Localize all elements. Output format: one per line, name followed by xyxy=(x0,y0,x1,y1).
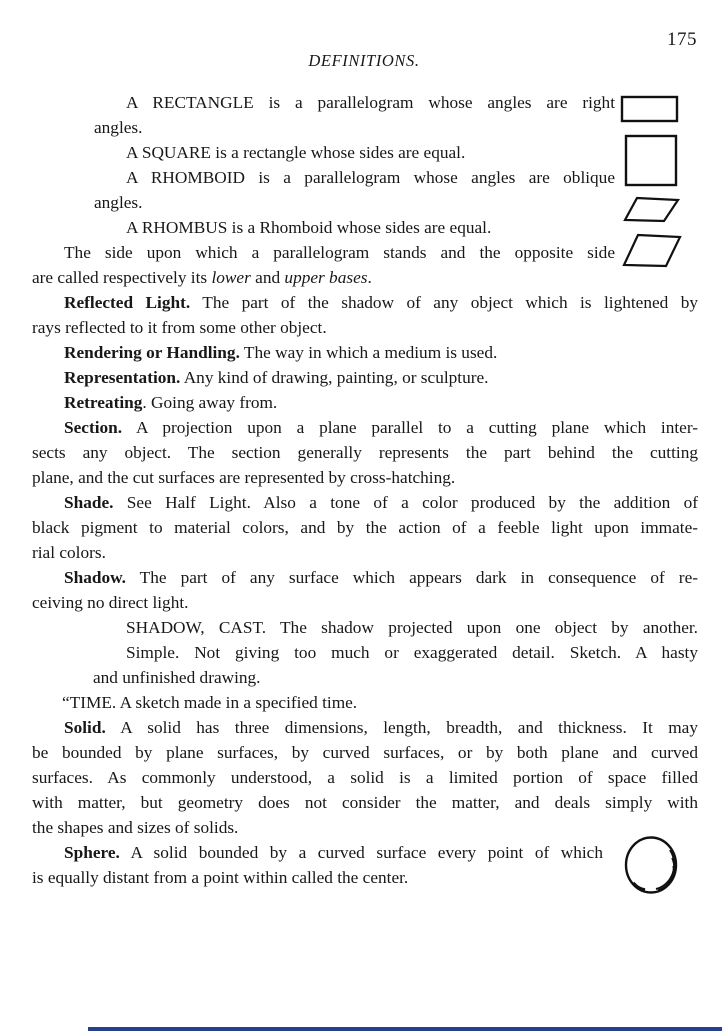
text-line: Simple. Not giving too much or exaggerated detail. Sketch. A hasty xyxy=(126,643,698,662)
text-line: Representation. Any kind of drawing, painting, or sculpture. xyxy=(64,368,489,387)
text-line: Reflected Light. The part of the shadow of any object which is lightened by xyxy=(64,293,698,312)
text-line: Shade. See Half Light. Also a tone of a color produced by the addition of xyxy=(64,493,698,512)
text-line: Shadow. The part of any surface which appears dark in consequence of re- xyxy=(64,568,698,587)
text-line: are called respectively its lower and upper bases. xyxy=(32,268,372,287)
text-line: A RECTANGLE is a parallelogram whose angles are right xyxy=(126,93,615,112)
figure-rectangle xyxy=(622,97,677,121)
running-head: DEFINITIONS. xyxy=(308,51,420,70)
text-line: black pigment to material colors, and by the action of a feeble light upon immate- xyxy=(32,518,698,537)
sphere-shading-arc xyxy=(656,850,674,889)
text-line: SHADOW, CAST. The shadow projected upon one object by another. xyxy=(126,618,698,637)
definition-term: Retreating xyxy=(64,393,143,412)
text-line: A SQUARE is a rectangle whose sides are equal. xyxy=(126,143,466,162)
text-line: angles. xyxy=(94,118,143,137)
text-line: and unfinished drawing. xyxy=(93,668,261,687)
text-line: surfaces. As commonly understood, a solid is a limited portion of space filled xyxy=(32,768,698,787)
text-line: ceiving no direct light. xyxy=(32,593,189,612)
text-line: angles. xyxy=(94,193,143,212)
text-line: Rendering or Handling. The way in which a medium is used. xyxy=(64,343,498,362)
definition-term: Section. xyxy=(64,418,123,437)
text-block xyxy=(32,90,698,890)
figure-rhomboid xyxy=(625,198,678,221)
text-line: A RHOMBUS is a Rhomboid whose sides are equal. xyxy=(126,218,492,237)
definition-term: Shadow. xyxy=(64,568,126,587)
figure-square xyxy=(626,136,676,185)
italic-term: lower xyxy=(211,268,251,287)
italic-term: upper bases xyxy=(284,268,368,287)
text-line: Retreating. Going away from. xyxy=(64,393,278,412)
text-line: is equally distant from a point within called the center. xyxy=(32,868,409,887)
definition-term: Representation. xyxy=(64,368,181,387)
text-line: with matter, but geometry does not consider the matter, and deals simply with xyxy=(32,793,698,812)
definition-term: Sphere. xyxy=(64,843,120,862)
bottom-accent-bar xyxy=(88,1027,722,1031)
definition-term: Solid. xyxy=(64,718,106,737)
text-line: the shapes and sizes of solids. xyxy=(32,818,239,837)
text-line: Solid. A solid has three dimensions, length, breadth, and thickness. It may xyxy=(64,718,698,737)
figure-sphere xyxy=(620,834,684,900)
definition-term: Shade. xyxy=(64,493,114,512)
definition-term: Reflected Light. xyxy=(64,293,191,312)
text-line: Sphere. A solid bounded by a curved surface every point of which xyxy=(64,843,603,862)
geometry-figures xyxy=(615,90,695,280)
text-line: rays reflected to it from some other object. xyxy=(32,318,327,337)
definition-term: Rendering or Handling. xyxy=(64,343,240,362)
text-line: rial colors. xyxy=(32,543,106,562)
text-line: The side upon which a parallelogram stands and the opposite side xyxy=(64,243,615,262)
figure-rhombus xyxy=(624,235,680,266)
page-number: 175 xyxy=(667,29,697,50)
text-line: be bounded by plane surfaces, by curved surfaces, or by both plane and curved xyxy=(32,743,698,762)
text-line: plane, and the cut surfaces are represented by cross-hatching. xyxy=(32,468,456,487)
text-line: Section. A projection upon a plane parallel to a cutting plane which inter- xyxy=(64,418,698,437)
text-line: sects any object. The section generally represents the part behind the cutting xyxy=(32,443,698,462)
text-line: A RHOMBOID is a parallelogram whose angles are oblique xyxy=(126,168,615,187)
sphere-shading-dash xyxy=(633,883,645,890)
text-line: “TIME. A sketch made in a specified time. xyxy=(62,693,358,712)
